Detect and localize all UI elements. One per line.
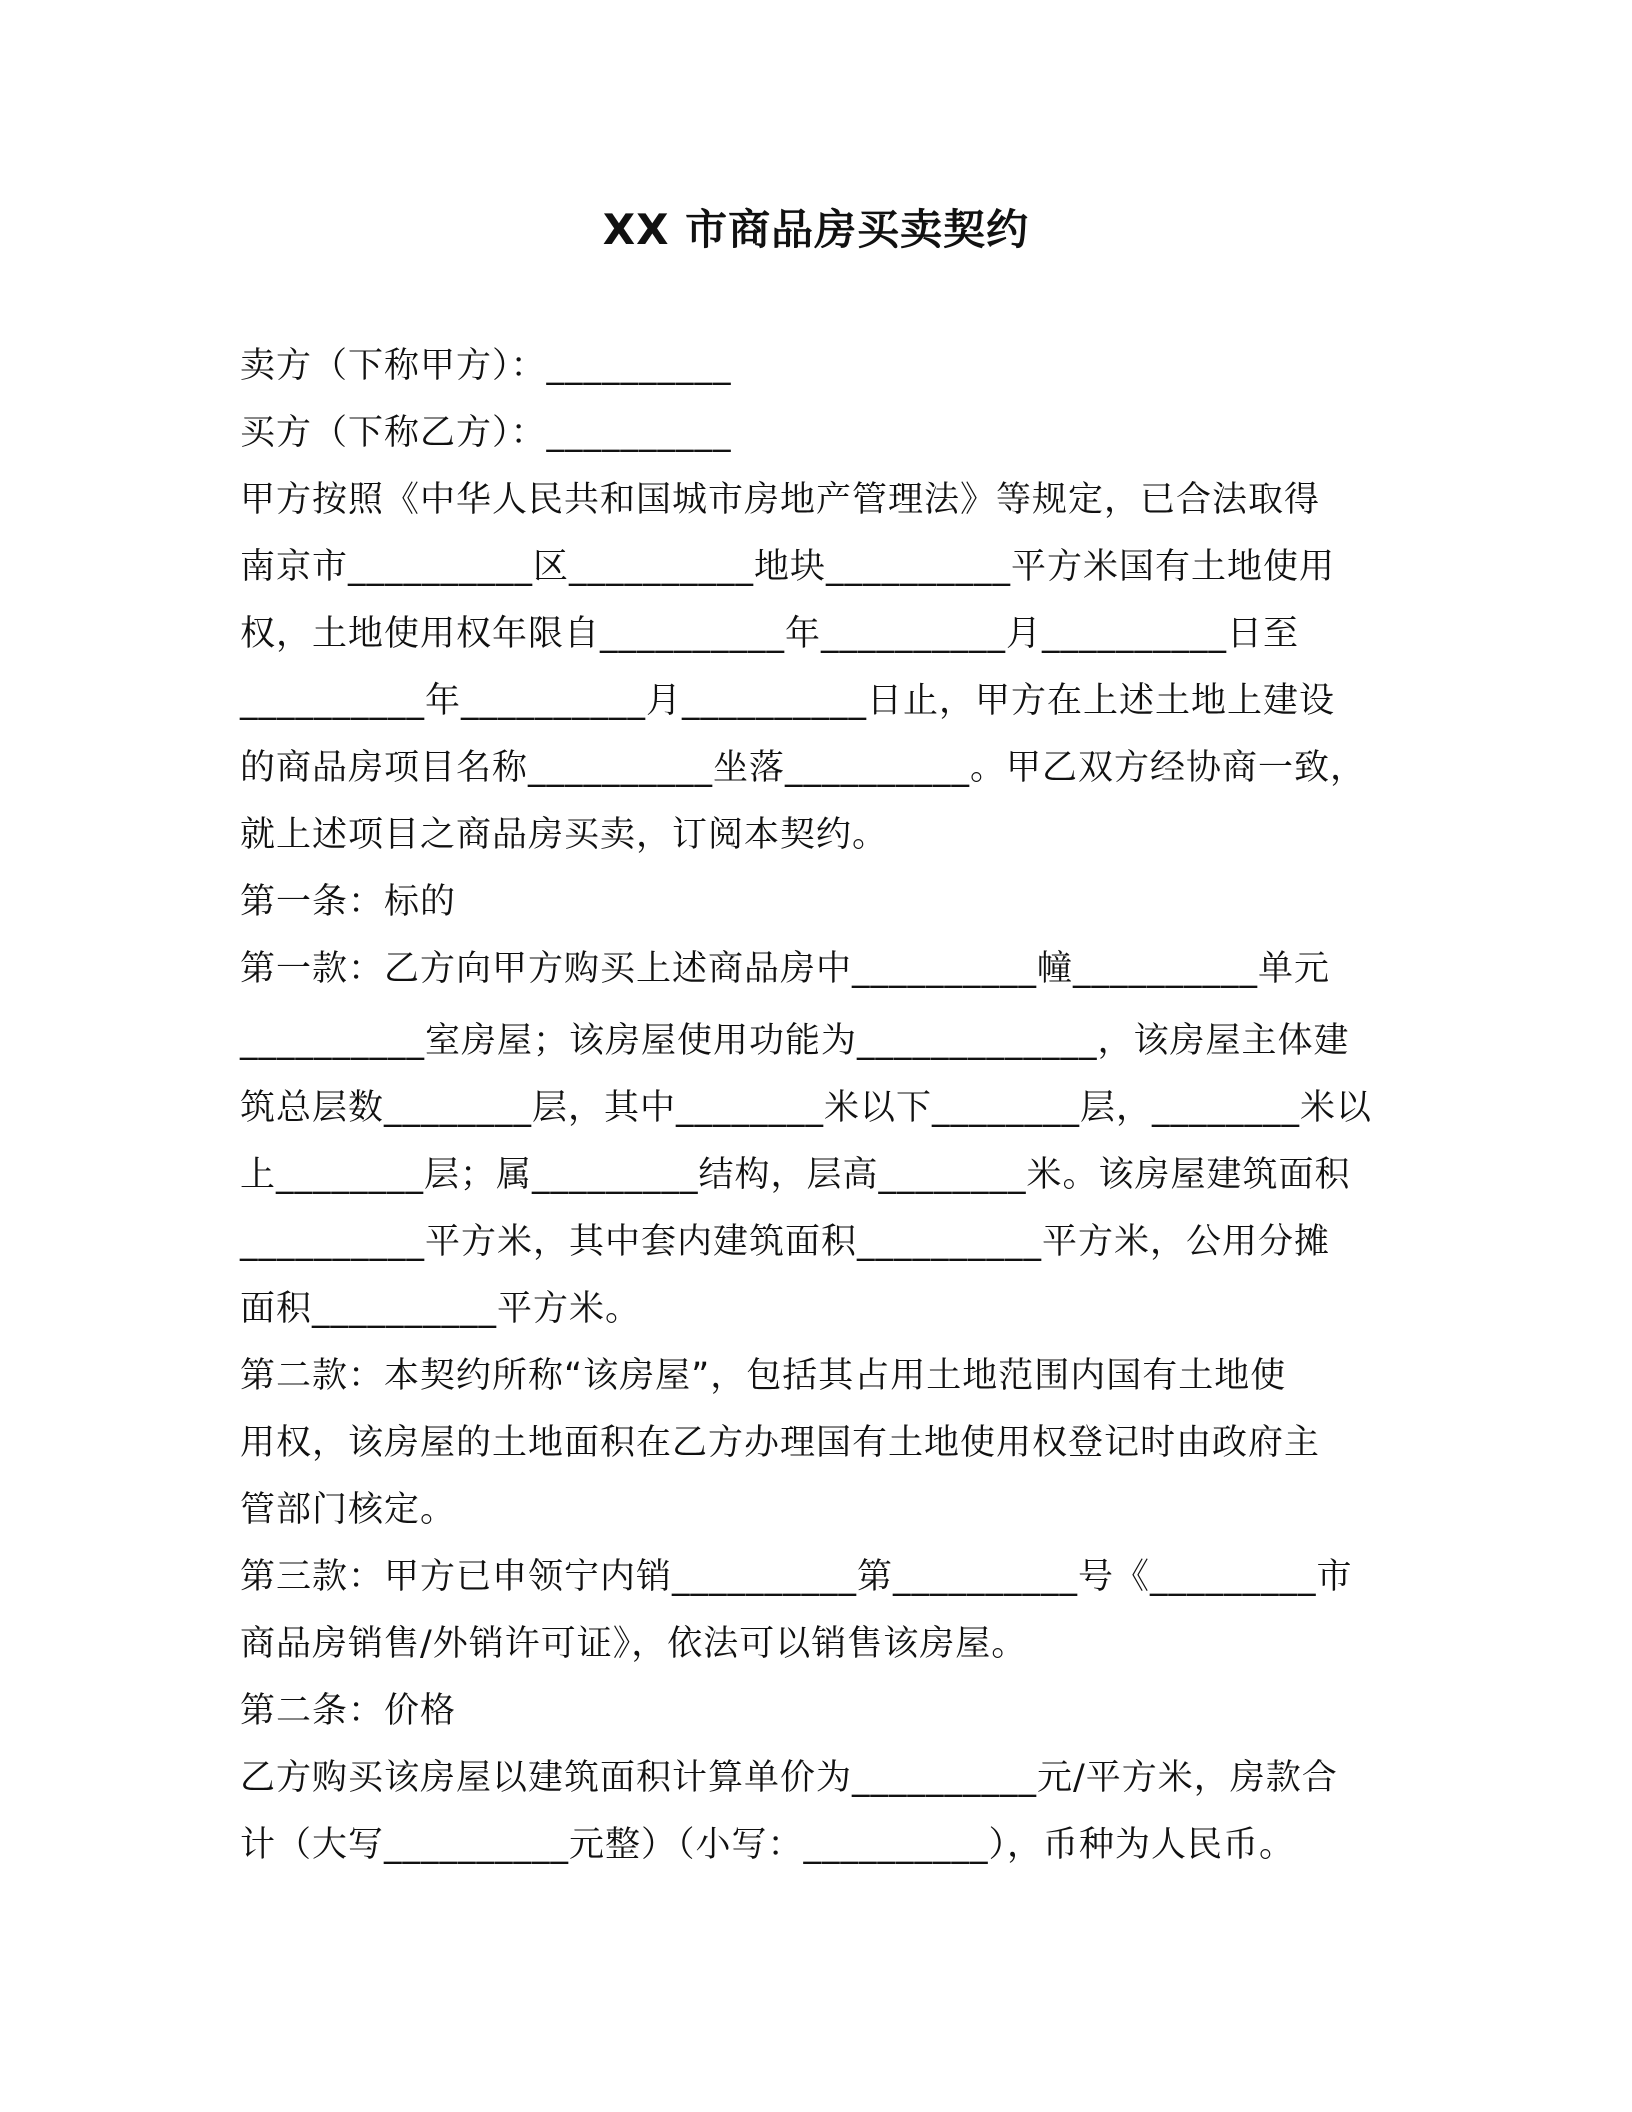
preamble-line-3: 权，土地使用权年限自__________年__________月__________日至 xyxy=(240,614,1300,654)
buyer-line: 买方（下称乙方）：__________ xyxy=(240,413,732,453)
article-1-clause-1-line-4: 上________层；属_________结构，层高________米。该房屋建筑面积 xyxy=(240,1155,1351,1195)
article-1-clause-1-line-2: __________室房屋；该房屋使用功能为_____________，该房屋主体建 xyxy=(240,1021,1350,1061)
article-2-heading: 第二条：价格 xyxy=(240,1691,457,1731)
article-2-line-1: 乙方购买该房屋以建筑面积计算单价为__________元/平方米，房款合 xyxy=(240,1758,1338,1798)
seller-line: 卖方（下称甲方）：__________ xyxy=(240,346,732,386)
article-1-clause-2-line-3: 管部门核定。 xyxy=(240,1490,457,1530)
article-1-clause-2-line-2: 用权，该房屋的土地面积在乙方办理国有土地使用权登记时由政府主 xyxy=(240,1423,1321,1463)
article-1-clause-2-line-1: 第二款：本契约所称“该房屋”，包括其占用土地范围内国有土地使 xyxy=(240,1356,1287,1396)
article-2-line-2: 计（大写__________元整）（小写：__________），币种为人民币。 xyxy=(240,1825,1296,1865)
article-1-clause-3-line-2: 商品房销售/外销许可证》，依法可以销售该房屋。 xyxy=(240,1624,1028,1664)
preamble-line-1: 甲方按照《中华人民共和国城市房地产管理法》等规定，已合法取得 xyxy=(240,480,1321,520)
article-1-clause-1-line-3: 筑总层数________层，其中________米以下________层，________米以 xyxy=(240,1088,1373,1128)
preamble-line-4: __________年__________月__________日止，甲方在上述土地上建设 xyxy=(240,681,1336,721)
article-1-heading: 第一条：标的 xyxy=(240,882,457,922)
preamble-line-6: 就上述项目之商品房买卖，订阅本契约。 xyxy=(240,815,889,855)
document-title: XX 市商品房买卖契约 xyxy=(602,205,1030,254)
article-1-clause-1-line-5: __________平方米，其中套内建筑面积__________平方米，公用分摊 xyxy=(240,1222,1331,1262)
preamble-line-5: 的商品房项目名称__________坐落__________。甲乙双方经协商一致， xyxy=(240,748,1367,788)
article-1-clause-1-line-1: 第一款：乙方向甲方购买上述商品房中__________幢__________单元 xyxy=(240,949,1331,989)
preamble-line-2: 南京市__________区__________地块__________平方米国有土地使用 xyxy=(240,547,1336,587)
article-1-clause-3-line-1: 第三款：甲方已申领宁内销__________第__________号《_________市 xyxy=(240,1557,1353,1597)
article-1-clause-1-line-6: 面积__________平方米。 xyxy=(240,1289,642,1329)
